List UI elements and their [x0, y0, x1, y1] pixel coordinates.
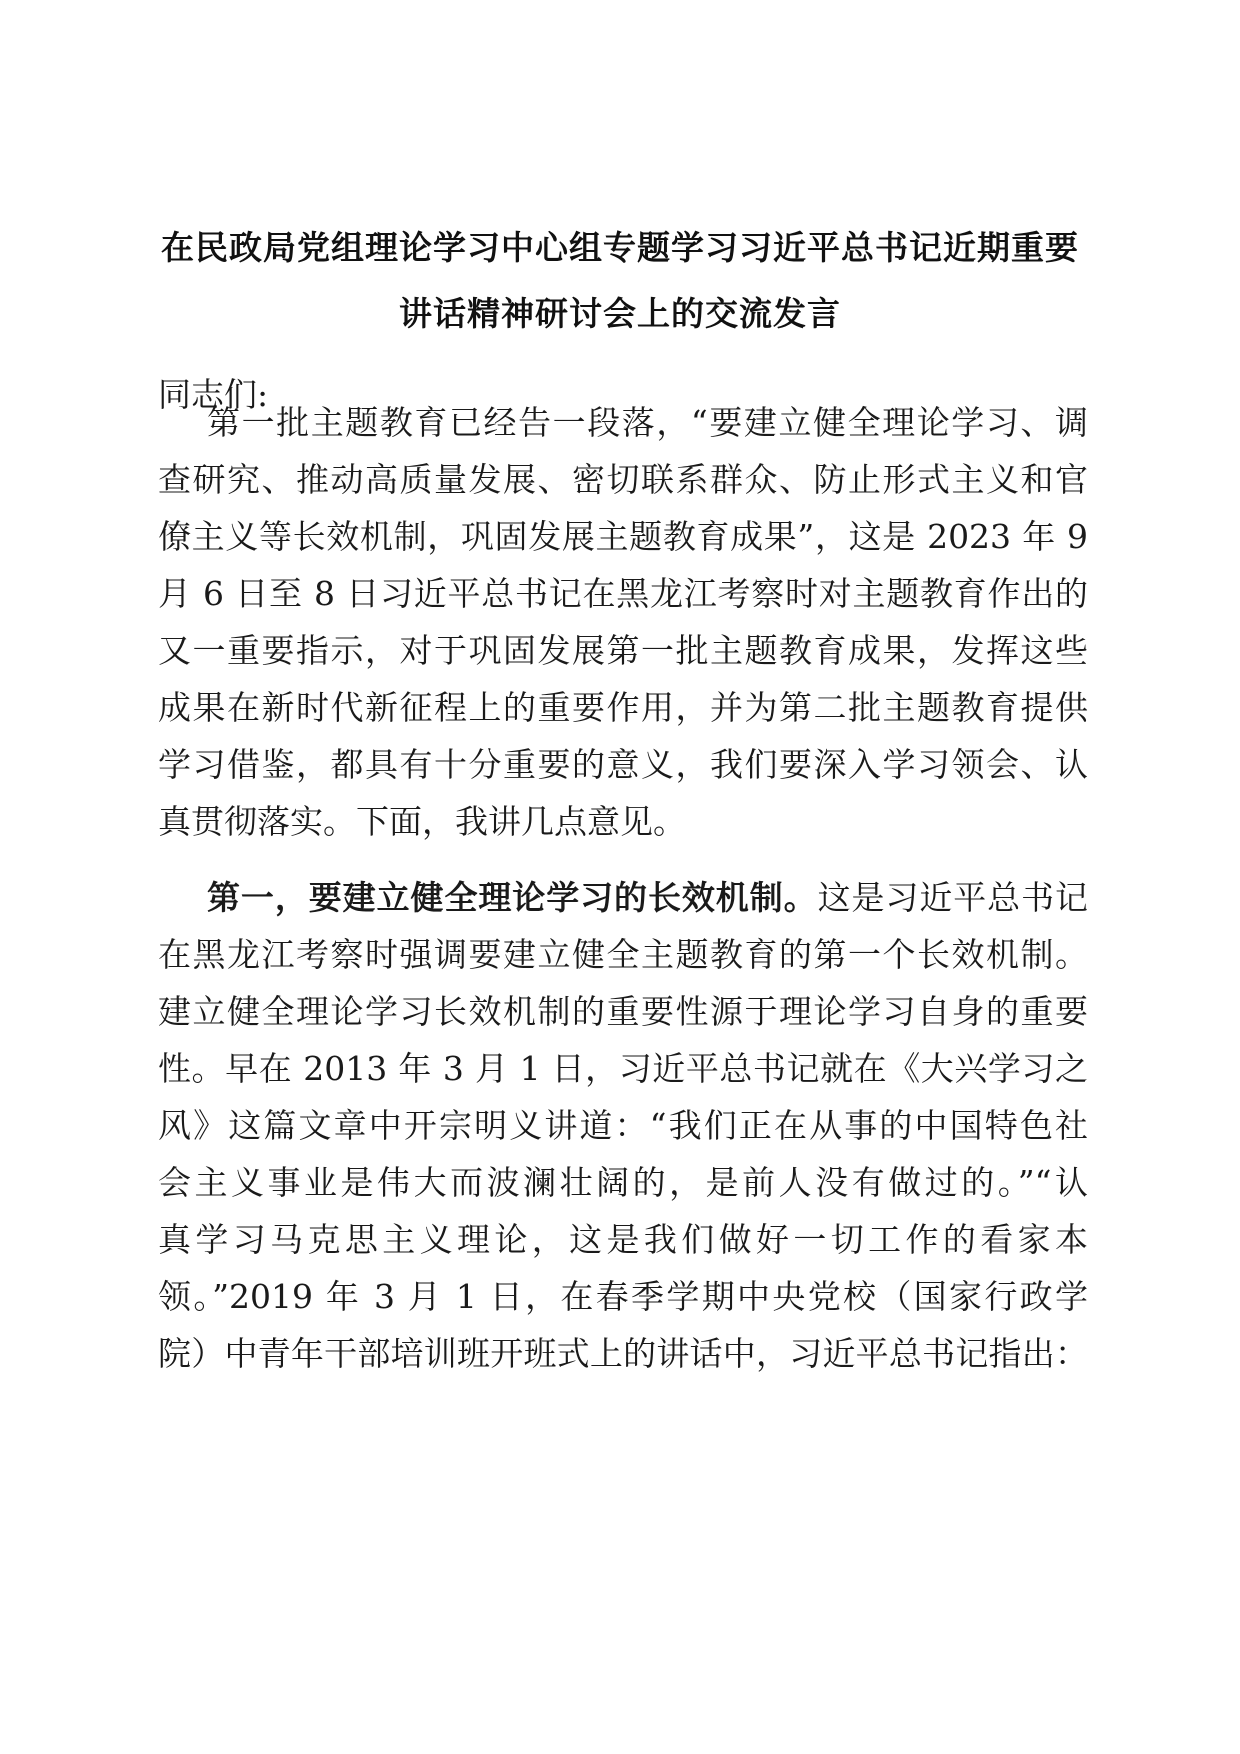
paragraph-2-line: 风》这篇文章中开宗明义讲道：“我们正在从事的中国特色社	[158, 1106, 1088, 1145]
paragraph-2-line: 院）中青年干部培训班开班式上的讲话中，习近平总书记指出：	[158, 1334, 1088, 1373]
document-title-line-1: 在民政局党组理论学习中心组专题学习习近平总书记近期重要	[161, 228, 1079, 267]
paragraph-2-line: 建立健全理论学习长效机制的重要性源于理论学习自身的重要	[158, 992, 1088, 1031]
greeting: 同志们:	[158, 375, 269, 414]
paragraph-2-heading: 第一，要建立健全理论学习的长效机制。	[207, 878, 818, 917]
paragraph-1-line: 成果在新时代新征程上的重要作用，并为第二批主题教育提供	[158, 688, 1088, 727]
paragraph-2-line: 会主义事业是伟大而波澜壮阔的，是前人没有做过的。”“认	[158, 1163, 1088, 1202]
paragraph-2-line: 在黑龙江考察时强调要建立健全主题教育的第一个长效机制。	[158, 935, 1088, 974]
paragraph-2-line: 领。”2019 年 3 月 1 日，在春季学期中央党校（国家行政学	[158, 1277, 1088, 1316]
paragraph-1-line: 查研究、推动高质量发展、密切联系群众、防止形式主义和官	[158, 460, 1088, 499]
paragraph-1-line: 僚主义等长效机制，巩固发展主题教育成果”，这是 2023 年 9	[158, 517, 1088, 556]
paragraph-1-line: 学习借鉴，都具有十分重要的意义，我们要深入学习领会、认	[158, 745, 1088, 784]
paragraph-2-first-line	[207, 878, 1088, 918]
paragraph-1-line: 月 6 日至 8 日习近平总书记在黑龙江考察时对主题教育作出的	[158, 574, 1088, 613]
paragraph-2-line: 真学习马克思主义理论，这是我们做好一切工作的看家本	[158, 1220, 1088, 1259]
paragraph-2-first-line-rest: 这是习近平总书记	[817, 878, 1089, 917]
paragraph-1-line: 第一批主题教育已经告一段落，“要建立健全理论学习、调	[207, 403, 1088, 442]
paragraph-2-line: 性。早在 2013 年 3 月 1 日，习近平总书记就在《大兴学习之	[158, 1049, 1088, 1088]
paragraph-1-line: 又一重要指示，对于巩固发展第一批主题教育成果，发挥这些	[158, 631, 1088, 670]
paragraph-1-line: 真贯彻落实。下面，我讲几点意见。	[158, 802, 686, 841]
document-title-line-2: 讲话精神研讨会上的交流发言	[399, 294, 841, 333]
